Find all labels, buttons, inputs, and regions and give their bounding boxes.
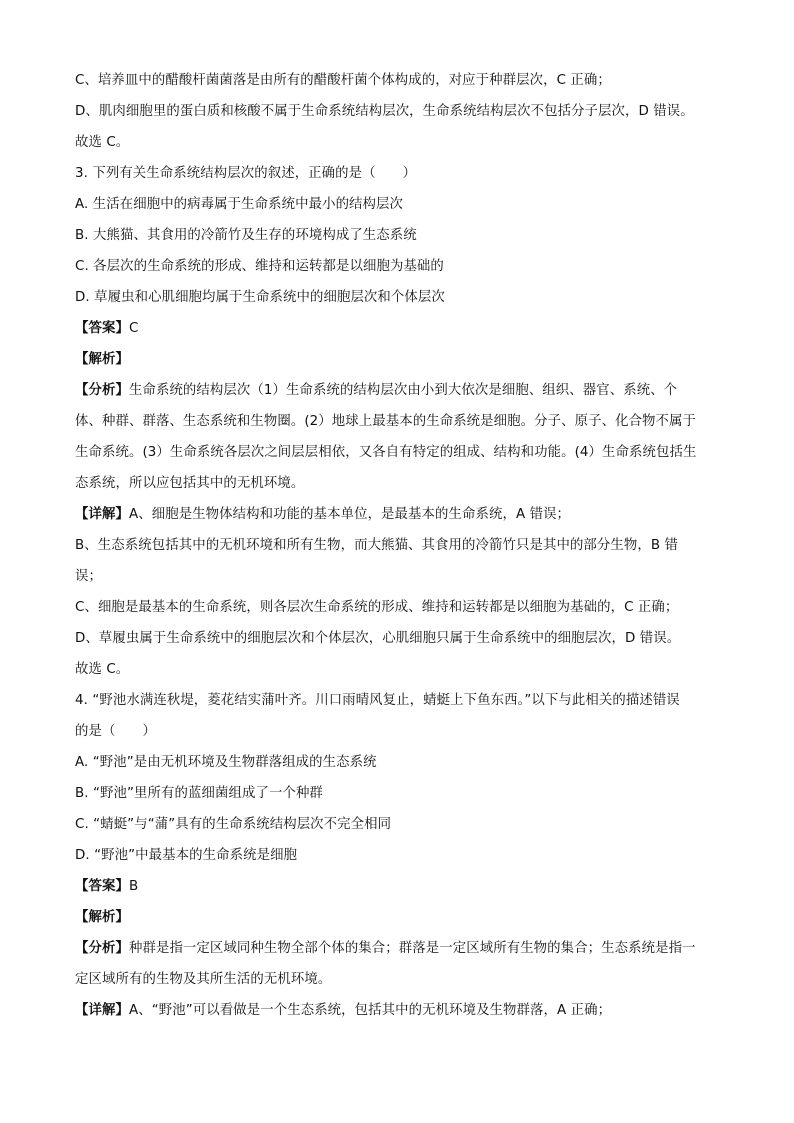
q3-fenxi-line-4: 态系统，所以应包括其中的无机环境。 bbox=[75, 476, 305, 491]
q4-analysis-tag: 【解析】 bbox=[75, 910, 129, 925]
q3-xiangjie-d: D、草履虫属于生命系统中的细胞层次和个体层次，心肌细胞只属于生命系统中的细胞层次，D 错误。 bbox=[75, 631, 681, 646]
q3-fenxi-line-1 bbox=[75, 375, 725, 406]
q4-option-b: B. “野池”里所有的蓝细菌组成了一个种群 bbox=[75, 786, 323, 801]
q4-fenxi-line-1 bbox=[75, 933, 725, 964]
q4-option-c: C. “蜻蜓”与“蒲”具有的生命系统结构层次不完全相同 bbox=[75, 817, 392, 832]
q3-option-a: A. 生活在细胞中的病毒属于生命系统中最小的结构层次 bbox=[75, 197, 404, 212]
q3-fenxi-line-3: 生命系统。(3）生命系统各层次之间层层相依，又各自有特定的组成、结构和功能。(4）生命系统包括生 bbox=[75, 445, 697, 460]
q3-xiangjie-a bbox=[75, 499, 725, 530]
q4-xiangjie-tag: 【详解】 bbox=[75, 1003, 129, 1018]
q4-stem-line-2: 的是（ ） bbox=[75, 724, 156, 739]
q3-answer bbox=[75, 313, 725, 344]
q3-fenxi-tag: 【分析】 bbox=[75, 383, 129, 398]
q4-xiangjie-a bbox=[75, 995, 725, 1026]
q4-answer-value: B bbox=[128, 879, 139, 894]
q3-analysis-tag: 【解析】 bbox=[75, 352, 129, 367]
q3-option-b: B. 大熊猫、其食用的冷箭竹及生存的环境构成了生态系统 bbox=[75, 228, 417, 243]
q4-fenxi-text-1: 种群是指一定区域同种生物全部个体的集合；群落是一定区域所有生物的集合；生态系统是指一 bbox=[128, 941, 696, 956]
q3-xiangjie-a-text: A、细胞是生物体结构和功能的基本单位，是最基本的生命系统，A 错误； bbox=[128, 507, 571, 522]
q3-answer-value: C bbox=[128, 321, 139, 336]
q3-fenxi-text-1: 生命系统的结构层次（1）生命系统的结构层次由小到大依次是细胞、组织、器官、系统、个 bbox=[128, 383, 678, 398]
q4-fenxi-line-2: 定区域所有的生物及其所生活的无机环境。 bbox=[75, 972, 332, 987]
q3-choice: 故选 C。 bbox=[75, 662, 130, 677]
q3-xiangjie-b-line-2: 误； bbox=[75, 569, 102, 584]
q3-xiangjie-b-line-1: B、生态系统包括其中的无机环境和所有生物，而大熊猫、其食用的冷箭竹只是其中的部分生物，B 错 bbox=[75, 538, 679, 553]
q3-xiangjie-tag: 【详解】 bbox=[75, 507, 129, 522]
q4-answer bbox=[75, 871, 725, 902]
q4-xiangjie-a-text: A、“野池”可以看做是一个生态系统，包括其中的无机环境及生物群落，A 正确； bbox=[128, 1003, 612, 1018]
q4-option-d: D. “野池”中最基本的生命系统是细胞 bbox=[75, 848, 298, 863]
q3-option-c: C. 各层次的生命系统的形成、维持和运转都是以细胞为基础的 bbox=[75, 259, 444, 274]
q3-option-d: D. 草履虫和心肌细胞均属于生命系统中的细胞层次和个体层次 bbox=[75, 290, 445, 305]
q3-answer-tag: 【答案】 bbox=[75, 321, 129, 336]
q4-fenxi-tag: 【分析】 bbox=[75, 941, 129, 956]
q3-stem: 3. 下列有关生命系统结构层次的叙述，正确的是（ ） bbox=[75, 166, 417, 181]
document-page bbox=[75, 65, 725, 1026]
prev-option-d-explanation: D、肌肉细胞里的蛋白质和核酸不属于生命系统结构层次，生命系统结构层次不包括分子层次，D 错误。 bbox=[75, 104, 694, 119]
q3-fenxi-line-2: 体、种群、群落、生态系统和生物圈。(2）地球上最基本的生命系统是细胞。分子、原子、化合物不属于 bbox=[75, 414, 697, 429]
prev-option-c-explanation: C、培养皿中的醋酸杆菌菌落是由所有的醋酸杆菌个体构成的，对应于种群层次，C 正确； bbox=[75, 73, 611, 88]
q4-stem-line-1: 4. “野池水满连秋堤，菱花结实蒲叶齐。川口雨晴风复止，蜻蜓上下鱼东西。”以下与此相关的描述错误 bbox=[75, 693, 680, 708]
q3-xiangjie-c: C、细胞是最基本的生命系统，则各层次生命系统的形成、维持和运转都是以细胞为基础的，C 正确； bbox=[75, 600, 679, 615]
prev-choice: 故选 C。 bbox=[75, 135, 130, 150]
q4-option-a: A. “野池”是由无机环境及生物群落组成的生态系统 bbox=[75, 755, 377, 770]
q4-answer-tag: 【答案】 bbox=[75, 879, 129, 894]
